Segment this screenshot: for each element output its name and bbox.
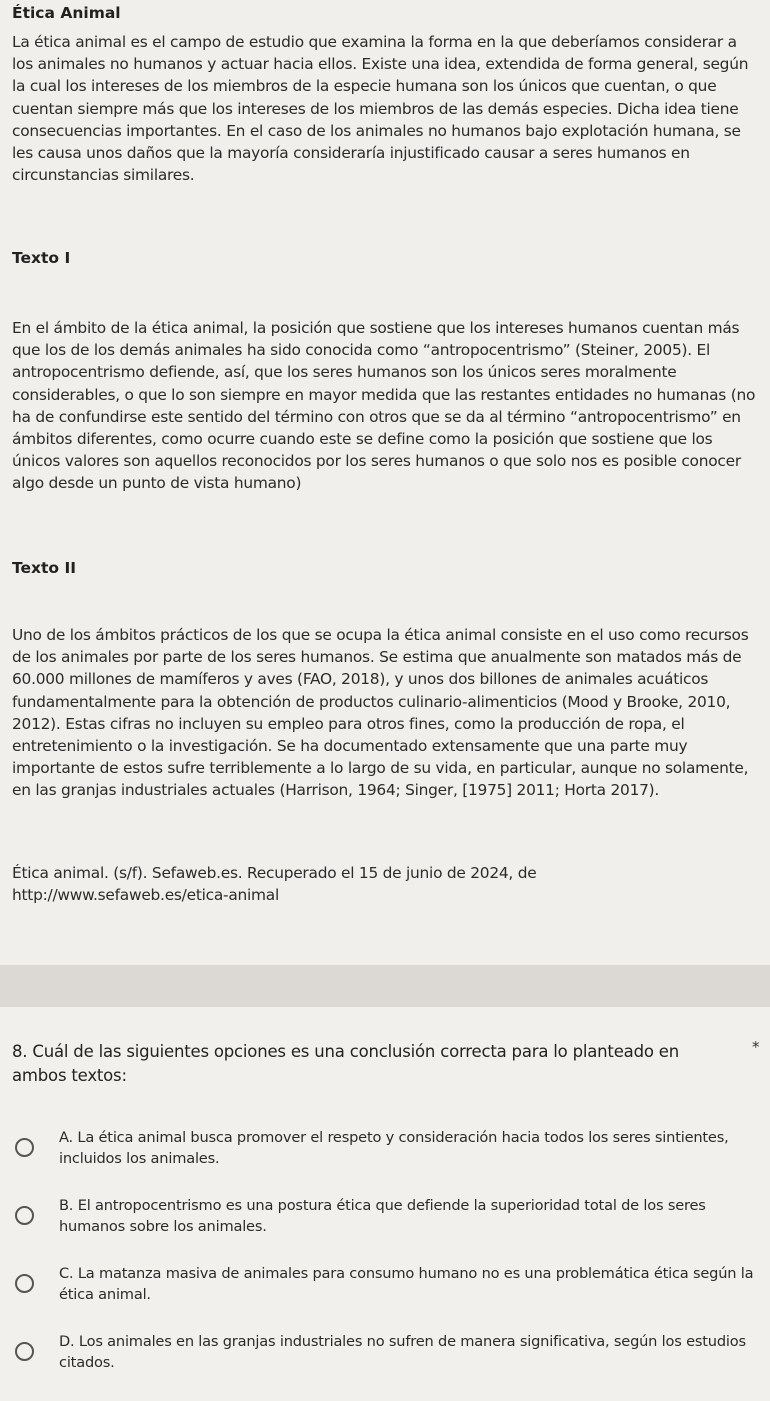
citation bbox=[12, 862, 757, 906]
radio-button-a[interactable] bbox=[15, 1138, 34, 1157]
intro-paragraph: La ética animal es el campo de estudio que examina la forma en la que deberíamos considerar a los animales no humanos y actuar hacia ellos. Existe una idea, extendida de forma general, según la cual los intereses de los miembros de la especie humana son los únicos que cuentan, o que cuentan siempre más que los intereses de los miembros de las demás especies. Dicha idea tiene consecuencias importantes. En el caso de los animales no humanos bajo explotación humana, se les causa unos daños que la mayoría consideraría injustificado causar a seres humanos en circunstancias similares. bbox=[12, 33, 749, 185]
question-text: 8. Cuál de las siguientes opciones es una conclusión correcta para lo planteado en ambos textos: bbox=[12, 1042, 679, 1085]
texto-2-paragraph: Uno de los ámbitos prácticos de los que se ocupa la ética animal consiste en el uso como recursos de los animales por parte de los seres humanos. Se estima que anualmente son matados más de 60.000 millones de mamíferos y aves (FAO, 2018), y unos dos billones de animales acuáticos fundamentalmente para la obtención de productos culinario-alimenticios (Mood y Brooke, 2010, 2012). Estas cifras no incluyen su empleo para otros fines, como la producción de ropa, el entretenimiento o la investigación. Se ha documentado extensamente que una parte muy importante de estos sufre terriblemente a lo largo de su vida, en particular, aunque no solamente, en las granjas industriales actuales (Harrison, 1964; Singer, [1975] 2011; Horta 2017). bbox=[12, 626, 749, 800]
option-c-label: C. La matanza masiva de animales para consumo humano no es una problemática ética según la ética animal. bbox=[59, 1265, 754, 1303]
option-a-label: A. La ética animal busca promover el respeto y consideración hacia todos los seres sintientes, incluidos los animales. bbox=[59, 1129, 729, 1167]
texto-1-title: Texto I bbox=[12, 249, 71, 267]
option-b[interactable] bbox=[12, 1196, 762, 1246]
texto-1-paragraph: En el ámbito de la ética animal, la posición que sostiene que los intereses humanos cuentan más que los de los demás animales ha sido conocida como “antropocentrismo” (Steiner, 2005). El antropocentrismo defiende, así, que los seres humanos son los únicos seres moralmente considerables, o que lo son siempre en mayor medida que las restantes entidades no humanas (no ha de confundirse este sentido del término con otros que se da al término “antropocentrismo” en ámbitos diferentes, como ocurre cuando este se define como la posición que sostiene que los únicos valores son aquellos reconocidos por los seres humanos o que solo nos es posible conocer algo desde un punto de vista humano) bbox=[12, 319, 756, 493]
option-d-label: D. Los animales en las granjas industriales no sufren de manera significativa, según los estudios citados. bbox=[59, 1333, 746, 1371]
option-b-label: B. El antropocentrismo es una postura ética que defiende la superioridad total de los seres humanos sobre los animales. bbox=[59, 1197, 706, 1235]
radio-button-c[interactable] bbox=[15, 1274, 34, 1293]
citation-url: http://www.sefaweb.es/etica-animal bbox=[12, 886, 280, 905]
texto-2-title: Texto II bbox=[12, 559, 77, 577]
option-a[interactable] bbox=[12, 1128, 762, 1178]
citation-line-1: Ética animal. (s/f). Sefaweb.es. Recuperado el 15 de junio de 2024, de bbox=[12, 864, 537, 882]
intro-title: Ética Animal bbox=[12, 4, 121, 22]
radio-button-b[interactable] bbox=[15, 1206, 34, 1225]
radio-button-d[interactable] bbox=[15, 1342, 34, 1361]
option-c[interactable] bbox=[12, 1264, 762, 1314]
section-divider bbox=[0, 965, 770, 1007]
required-indicator: * bbox=[752, 1038, 760, 1056]
option-d[interactable] bbox=[12, 1332, 762, 1382]
